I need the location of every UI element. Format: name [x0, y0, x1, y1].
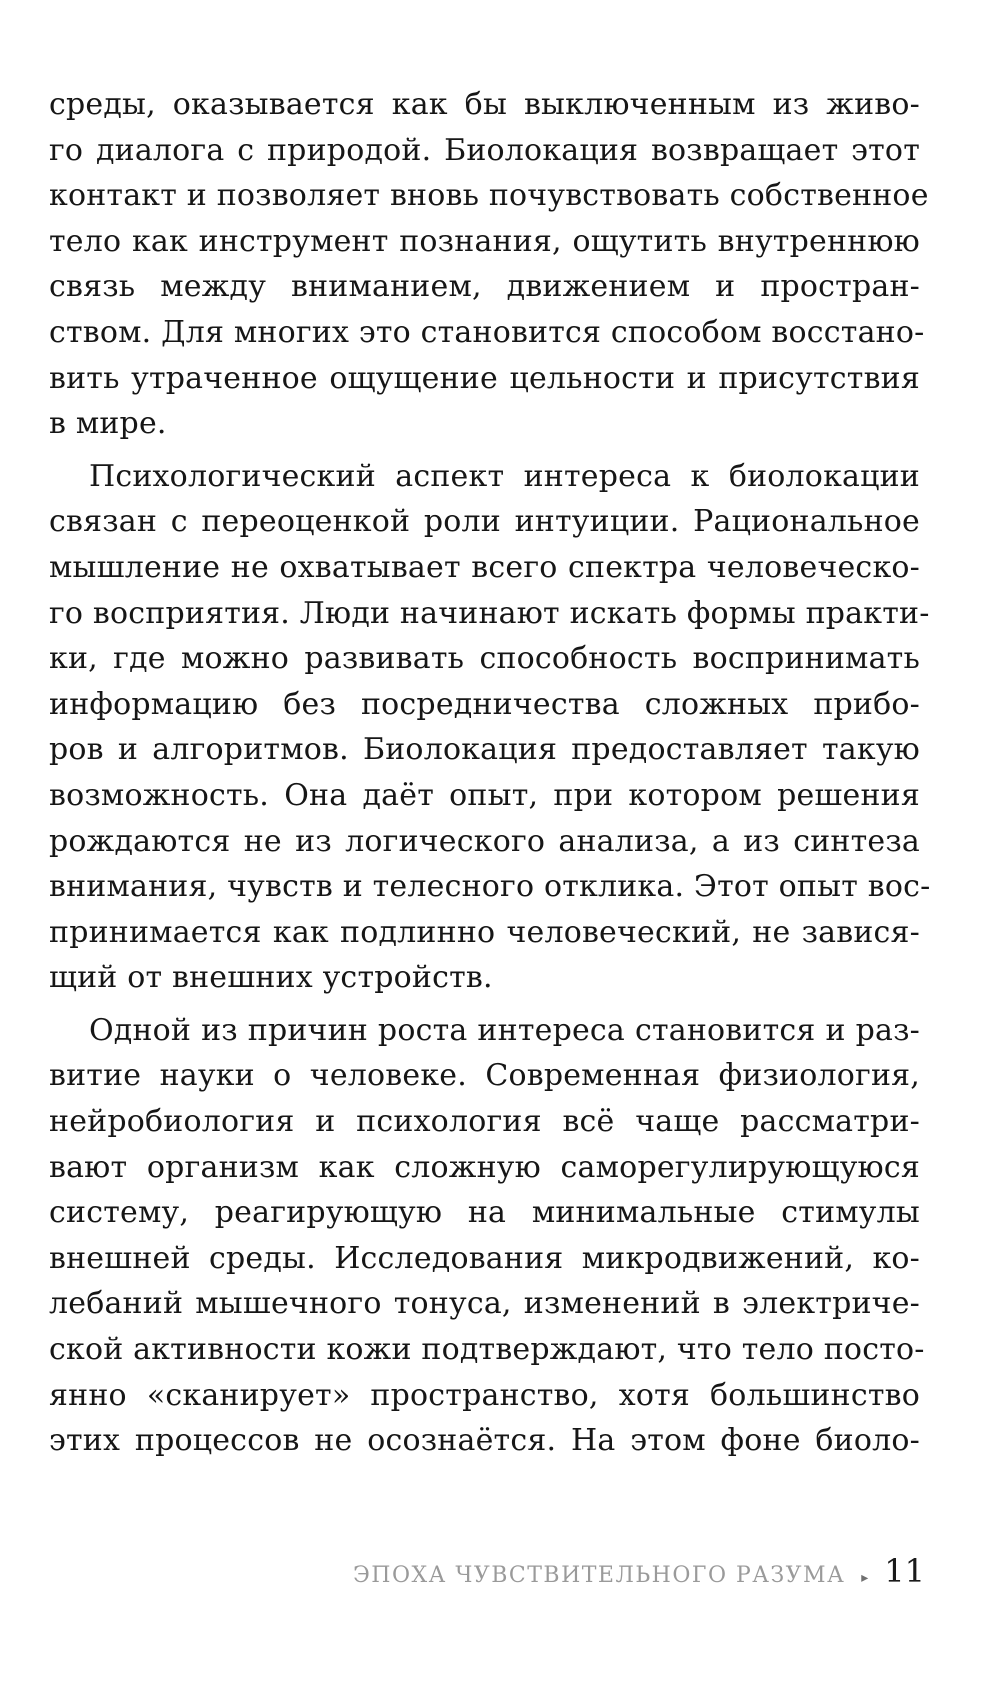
text-line: ки, где можно развивать способность воспринимать: [49, 641, 920, 677]
text-line: контакт и позволяет вновь почувствовать собственное: [49, 178, 929, 214]
text-line: возможность. Она даёт опыт, при котором решения: [49, 777, 920, 813]
text-line: внешней среды. Исследования микродвижений, ко-: [49, 1240, 920, 1276]
text-line: тело как инструмент познания, ощутить внутреннюю: [49, 223, 920, 259]
text-line: щий от внешних устройств.: [49, 960, 493, 996]
text-line: го восприятия. Люди начинают искать формы практи-: [49, 595, 930, 631]
text-line: среды, оказывается как бы выключенным из живо-: [49, 87, 920, 122]
text-line: мышление не охватывает всего спектра человеческо-: [49, 549, 920, 585]
paragraph-2: [49, 454, 931, 1001]
text-line: Психологический аспект интереса к биолокации: [89, 458, 920, 494]
text-line: вают организм как сложную саморегулирующуюся: [49, 1149, 920, 1185]
page-footer: [353, 1552, 925, 1590]
text-line: ров и алгоритмов. Биолокация предоставляет такую: [49, 732, 920, 768]
text-line: лебаний мышечного тонуса, изменений в электриче-: [49, 1286, 920, 1322]
running-title: ЭПОХА ЧУВСТВИТЕЛЬНОГО РАЗУМА: [352, 1563, 846, 1588]
text-line: го диалога с природой. Биолокация возвращает этот: [49, 132, 920, 168]
paragraph-1: [49, 82, 929, 447]
text-line: в мире.: [49, 406, 167, 442]
text-line: янно «сканирует» пространство, хотя большинство: [49, 1377, 920, 1413]
text-line: Одной из причин роста интереса становится и раз-: [89, 1012, 920, 1048]
text-line: нейробиология и психология всё чаще рассматри-: [49, 1104, 920, 1140]
text-line: рождаются не из логического анализа, а из синтеза: [49, 823, 920, 859]
page-number: 11: [884, 1552, 925, 1590]
text-line: вить утраченное ощущение цельности и присутствия: [49, 360, 920, 396]
text-line: ской активности кожи подтверждают, что тело посто-: [49, 1332, 925, 1368]
text-line: этих процессов не осознаётся. На этом фоне биоло-: [49, 1423, 920, 1459]
paragraph-3: [49, 1008, 925, 1464]
body-text: [49, 82, 931, 1464]
text-line: связь между вниманием, движением и простран-: [49, 269, 920, 305]
text-line: систему, реагирующую на минимальные стимулы: [49, 1195, 920, 1231]
text-line: информацию без посредничества сложных прибо-: [49, 686, 920, 722]
text-line: витие науки о человеке. Современная физиология,: [49, 1058, 920, 1094]
triangle-bullet-icon: ▸: [861, 1570, 869, 1586]
text-line: принимается как подлинно человеческий, не завися-: [49, 914, 920, 950]
text-line: ством. Для многих это становится способом восстано-: [49, 314, 925, 350]
text-line: внимания, чувств и телесного отклика. Этот опыт вос-: [49, 869, 931, 905]
text-line: связан с переоценкой роли интуиции. Рациональное: [49, 504, 920, 540]
